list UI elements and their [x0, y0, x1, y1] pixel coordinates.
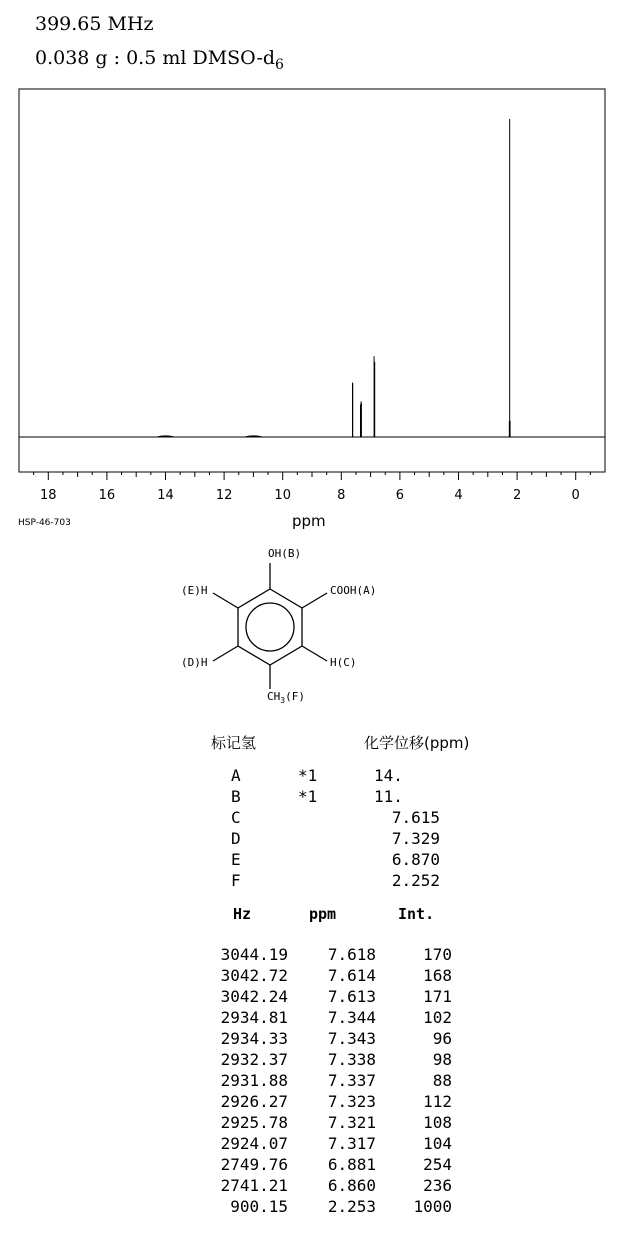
x-axis-ticks	[34, 472, 591, 503]
plot-frame	[19, 89, 605, 472]
label-d: (D)H	[181, 656, 208, 669]
assignment-label-header: 标记氢	[211, 734, 257, 752]
x-tick-label: 8	[337, 488, 346, 503]
peak-ppm: 7.614	[327, 966, 376, 985]
benzene-ring	[238, 589, 302, 665]
peak-hz: 3044.19	[220, 945, 288, 964]
peak-hz: 2934.81	[220, 1008, 288, 1027]
peak-header-hz: Hz	[233, 905, 252, 923]
label-oh: OH(B)	[268, 547, 302, 560]
assignment-shift: 6.870	[391, 850, 440, 869]
peak-int: 254	[423, 1155, 452, 1174]
x-tick-label: 16	[98, 488, 116, 503]
ch3-main: CH	[267, 690, 281, 703]
label-e: (E)H	[181, 584, 208, 597]
assignment-shift: 7.615	[391, 808, 440, 827]
peak-ppm: 7.338	[327, 1050, 376, 1069]
peak-int: 98	[432, 1050, 452, 1069]
peak-hz: 2931.88	[220, 1071, 288, 1090]
peak-ppm: 7.337	[327, 1071, 376, 1090]
bond-c	[302, 646, 327, 661]
bond-d	[213, 646, 238, 661]
peak-ppm: 7.344	[327, 1008, 376, 1027]
peak-header-int: Int.	[398, 905, 435, 923]
peak-ppm: 7.618	[327, 945, 376, 964]
peak-hz: 2932.37	[220, 1050, 288, 1069]
peak-ppm: 7.317	[327, 1134, 376, 1153]
peak-int: 170	[423, 945, 452, 964]
assignment-label: B	[231, 787, 241, 806]
x-tick-label: 2	[512, 488, 522, 503]
peak-hz: 3042.72	[220, 966, 288, 985]
peak-ppm: 7.323	[327, 1092, 376, 1111]
peak-ppm: 6.881	[327, 1155, 376, 1174]
peak-int: 1000	[413, 1197, 452, 1216]
assignment-shift: 7.329	[391, 829, 440, 848]
peak-int: 168	[423, 966, 452, 985]
sample-text: 0.038 g : 0.5 ml DMSO-d	[35, 47, 276, 69]
assignment-shift-header: 化学位移(ppm)	[364, 734, 470, 752]
assignment-shift: 2.252	[391, 871, 440, 890]
peak-int: 88	[432, 1071, 452, 1090]
aromatic-circle	[246, 603, 294, 651]
peak-int: 108	[423, 1113, 452, 1132]
peak-int: 102	[423, 1008, 452, 1027]
x-axis-label: ppm	[292, 512, 326, 530]
molecular-structure	[0, 540, 626, 710]
nmr-spectrum-chart	[0, 0, 626, 512]
bond-e	[213, 593, 238, 608]
assignment-shift: 14.	[374, 766, 403, 785]
assignment-label: E	[231, 850, 241, 869]
peak-ppm: 2.253	[327, 1197, 376, 1216]
peak-ppm: 7.321	[327, 1113, 376, 1132]
peak-int: 96	[432, 1029, 452, 1048]
sample-subscript: 6	[275, 56, 284, 73]
peak-int: 112	[423, 1092, 452, 1111]
peak-int: 171	[423, 987, 452, 1006]
peak-ppm: 7.613	[327, 987, 376, 1006]
peak-hz: 3042.24	[220, 987, 288, 1006]
label-cooh: COOH(A)	[330, 584, 377, 597]
peak-hz: 2741.21	[220, 1176, 288, 1195]
x-tick-label: 12	[215, 488, 233, 503]
label-ch3	[267, 690, 305, 705]
x-tick-label: 18	[40, 488, 57, 503]
peak-ppm: 6.860	[327, 1176, 376, 1195]
peak-hz: 2924.07	[220, 1134, 288, 1153]
assignment-note: *1	[298, 766, 318, 785]
peak-int: 104	[423, 1134, 452, 1153]
x-tick-label: 14	[157, 488, 174, 503]
peak-int: 236	[423, 1176, 452, 1195]
x-tick-label: 6	[395, 488, 405, 503]
peak-ppm: 7.343	[327, 1029, 376, 1048]
ch3-sub: 3	[280, 696, 286, 705]
x-tick-label: 4	[454, 488, 463, 503]
assignment-shift: 11.	[374, 787, 403, 806]
ch3-tail: (F)	[285, 690, 305, 703]
spectrometer-frequency: 399.65 MHz	[35, 13, 154, 35]
bond-cooh	[302, 593, 327, 608]
peak-header-ppm: ppm	[309, 905, 337, 923]
x-tick-label: 0	[571, 488, 580, 503]
peak-hz: 2934.33	[220, 1029, 288, 1048]
peak-hz: 900.15	[230, 1197, 288, 1216]
assignment-label: D	[231, 829, 241, 848]
spectrum-peaks	[158, 119, 511, 437]
spectrum-id: HSP-46-703	[18, 518, 71, 528]
x-tick-label: 10	[274, 488, 291, 503]
assignment-label: F	[231, 871, 241, 890]
assignment-label: A	[231, 766, 241, 785]
label-c: H(C)	[330, 656, 357, 669]
peak-hz: 2749.76	[220, 1155, 288, 1174]
assignment-label: C	[231, 808, 241, 827]
peak-hz: 2926.27	[220, 1092, 288, 1111]
peak-hz: 2925.78	[220, 1113, 288, 1132]
assignment-note: *1	[298, 787, 318, 806]
